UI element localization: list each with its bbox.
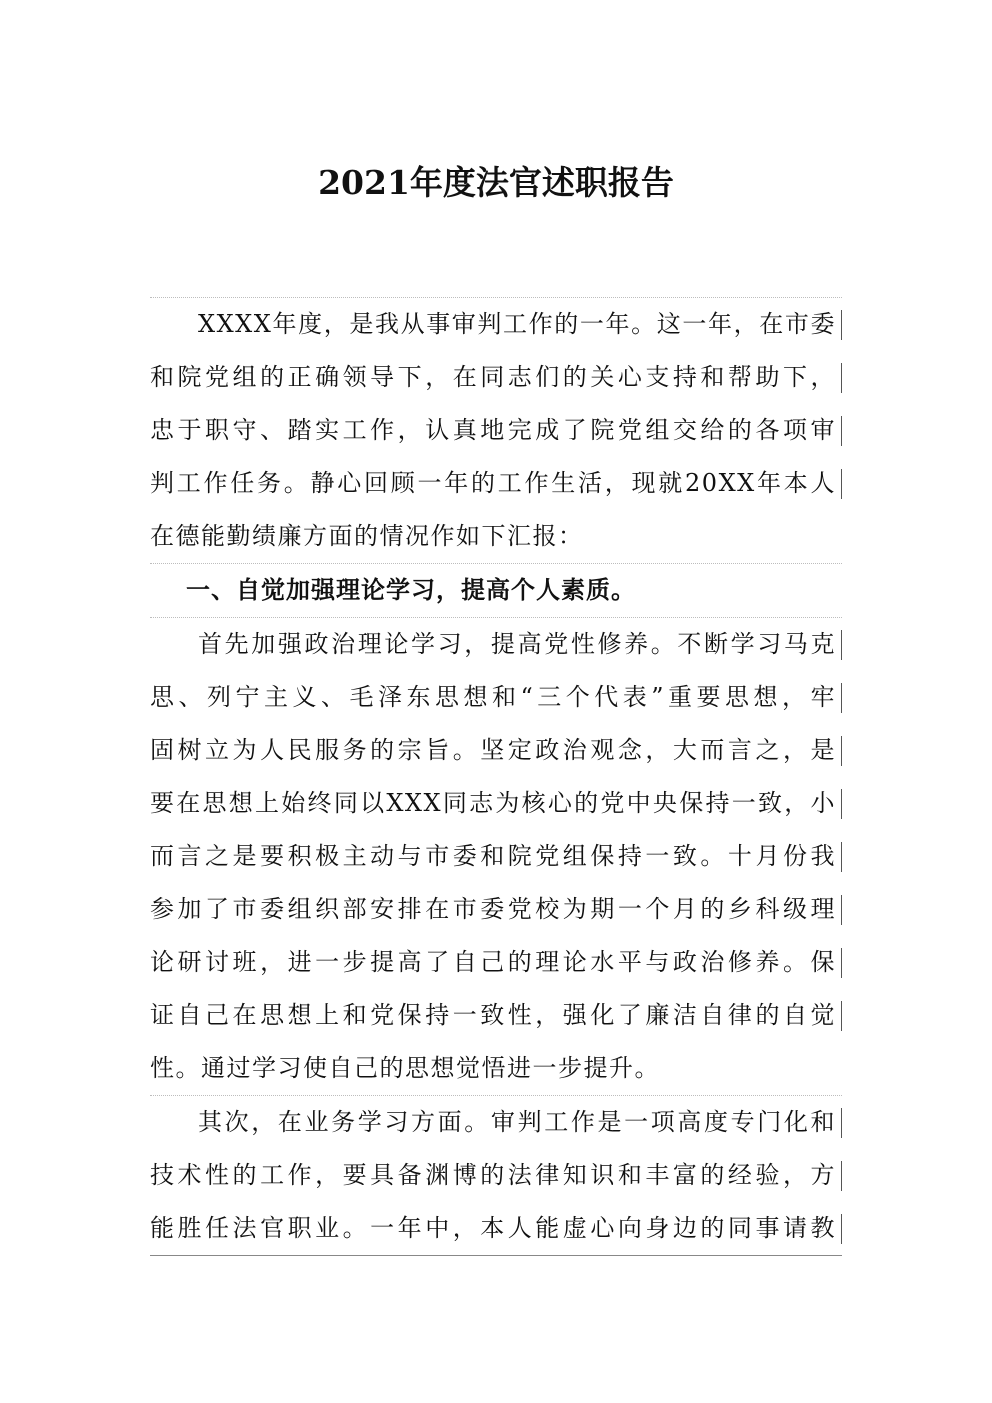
text-line: 固树立为人民服务的宗旨。坚定政治观念，大而言之，是: [150, 724, 842, 777]
text-line: 和院党组的正确领导下，在同志们的关心支持和帮助下，: [150, 351, 842, 404]
text-line: 技术性的工作，要具备渊博的法律知识和丰富的经验，方: [150, 1149, 842, 1202]
text-line: 而言之是要积极主动与市委和院党组保持一致。十月份我: [150, 830, 842, 883]
text-line: 判工作任务。静心回顾一年的工作生活，现就20XX年本人: [150, 457, 842, 510]
section-heading: 一、自觉加强理论学习，提高个人素质。: [186, 576, 636, 604]
text-line: XXXX年度，是我从事审判工作的一年。这一年，在市委: [150, 298, 842, 351]
text-line: 思、列宁主义、毛泽东思想和“三个代表”重要思想，牢: [150, 671, 842, 724]
text-line: 首先加强政治理论学习，提高党性修养。不断学习马克: [150, 618, 842, 671]
document-title: 2021年度法官述职报告: [318, 163, 674, 202]
paragraph-political-study: [150, 617, 842, 1095]
text-line: 要在思想上始终同以XXX同志为核心的党中央保持一致，小: [150, 777, 842, 830]
text-line: 忠于职守、踏实工作，认真地完成了院党组交给的各项审: [150, 404, 842, 457]
text-line: 论研讨班，进一步提高了自己的理论水平与政治修养。保: [150, 936, 842, 989]
bottom-rule: [150, 1255, 842, 1256]
paragraph-intro: [150, 297, 842, 563]
text-line: 其次，在业务学习方面。审判工作是一项高度专门化和: [150, 1096, 842, 1149]
section-heading-block: [150, 563, 842, 617]
document-body: [150, 297, 842, 1256]
text-line: 证自己在思想上和党保持一致性，强化了廉洁自律的自觉: [150, 989, 842, 1042]
text-line: 性。通过学习使自己的思想觉悟进一步提升。: [150, 1054, 660, 1082]
text-line: 在德能勤绩廉方面的情况作如下汇报：: [150, 522, 584, 550]
text-line: 参加了市委组织部安排在市委党校为期一个月的乡科级理: [150, 883, 842, 936]
text-line: 能胜任法官职业。一年中，本人能虚心向身边的同事请教: [150, 1202, 842, 1255]
paragraph-professional-study: [150, 1095, 842, 1255]
